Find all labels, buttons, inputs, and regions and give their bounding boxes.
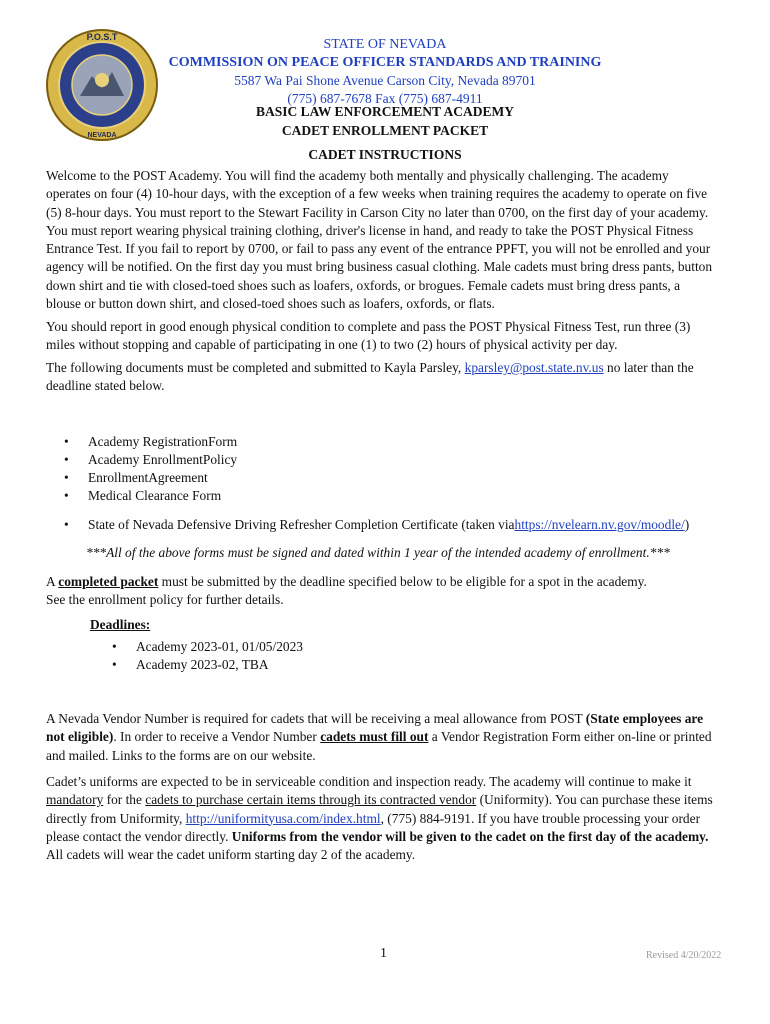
completed-packet-paragraph: A completed packet must be submitted by the deadline specified below to be eligible for a spot in the academy. See the enrollment policy for further details. <box>46 574 647 608</box>
list-item: • Academy 2023-02, TBA <box>112 656 303 674</box>
commission-name: COMMISSION ON PEACE OFFICER STANDARDS AND TRAINING <box>168 55 602 70</box>
deadlines-list <box>112 638 303 674</box>
list-item: • Academy EnrollmentPolicy <box>64 451 237 469</box>
document-list <box>64 433 237 505</box>
moodle-link[interactable]: https://nvelearn.nv.gov/moodle/ <box>514 517 685 532</box>
uniform-paragraph: Cadet’s uniforms are expected to be in serviceable condition and inspection ready. The academy will continue to make it mandatory for the cadets to purchase certain items through its contracted vendor (Uniformity). You can purchase these items directly from Uniformity, http://uniformityusa.com/index.html, (775) 884-9191. If you have trouble processing your order please contact the vendor directly. Uniforms from the vendor will be given to the cadet on the first day of the academy. All cadets will wear the cadet uniform starting day 2 of the academy. <box>46 774 713 863</box>
address: 5587 Wa Pai Shone Avenue Carson City, Nevada 89701 <box>234 73 536 88</box>
svg-text:P.O.S.T: P.O.S.T <box>86 32 118 42</box>
vendor-paragraph: A Nevada Vendor Number is required for cadets that will be receiving a meal allowance from POST (State employees are not eligible). In order to receive a Vendor Number cadets must fill out a Vendor Registration Form either on-line or printed and mailed. Links to the forms are on our website. <box>46 711 712 763</box>
deadlines-heading: Deadlines: <box>90 617 151 632</box>
list-item: • Academy 2023-01, 01/05/2023 <box>112 638 303 656</box>
page-number: 1 <box>380 946 387 961</box>
fitness-paragraph: You should report in good enough physical condition to complete and pass the POST Physical Fitness Test, run three (3) miles without stopping and capable of participating in one (1) to two (2) hours of physical activity per day. <box>46 319 691 353</box>
phone-fax: (775) 687-7678 Fax (775) 687-4911 <box>287 91 483 106</box>
letterhead <box>0 36 770 108</box>
list-item: • Academy RegistrationForm <box>64 433 237 451</box>
list-item: • Medical Clearance Form <box>64 487 237 505</box>
packet-title: CADET ENROLLMENT PACKET <box>281 123 489 138</box>
documents-paragraph: The following documents must be completed and submitted to Kayla Parsley, kparsley@post.state.nv.us no later than the deadline stated below. <box>46 360 694 394</box>
academy-title: BASIC LAW ENFORCEMENT ACADEMY <box>256 104 514 119</box>
list-item: • State of Nevada Defensive Driving Refresher Completion Certificate (taken viahttps://nvelearn.nv.gov/moodle/) <box>64 516 689 534</box>
revision-date: Revised 4/20/2022 <box>646 950 722 961</box>
ddc-list <box>64 516 689 534</box>
section-heading: CADET INSTRUCTIONS <box>308 147 462 162</box>
list-item: • EnrollmentAgreement <box>64 469 237 487</box>
document-title <box>0 102 770 140</box>
svg-text:NEVADA: NEVADA <box>87 132 117 139</box>
state-name: STATE OF NEVADA <box>323 37 447 52</box>
uniformity-link[interactable]: http://uniformityusa.com/index.html <box>185 810 381 826</box>
signature-note: ***All of the above forms must be signed and dated within 1 year of the intended academy of enrollment.*** <box>86 545 670 560</box>
email-link[interactable]: kparsley@post.state.nv.us <box>464 360 604 375</box>
welcome-paragraph: Welcome to the POST Academy. You will find the academy both mentally and physically challenging. The academy operates on four (4) 10-hour days, with the exception of a few weeks when training requires the academy to operate on five (5) 8-hour days. You must report to the Stewart Facility in Carson City no later than 0700, on the first day of your academy. You must report wearing physical training clothing, driver's license in hand, and ready to take the POST Physical Fitness Entrance Test. If you fail to report by 0700, or fail to pass any event of the entrance PPFT, you will not be enrolled and your agency will be notified. On the first day you must bring business casual clothing. Male cadets must bring dress pants, button down shirt and tie with closed-toed shoes such as loafers, oxfords, or brogues. Female cadets must bring dress pants, a blouse or button down shirt, and closed-toed shoes such as loafers, oxfords, or flats. <box>46 168 713 312</box>
